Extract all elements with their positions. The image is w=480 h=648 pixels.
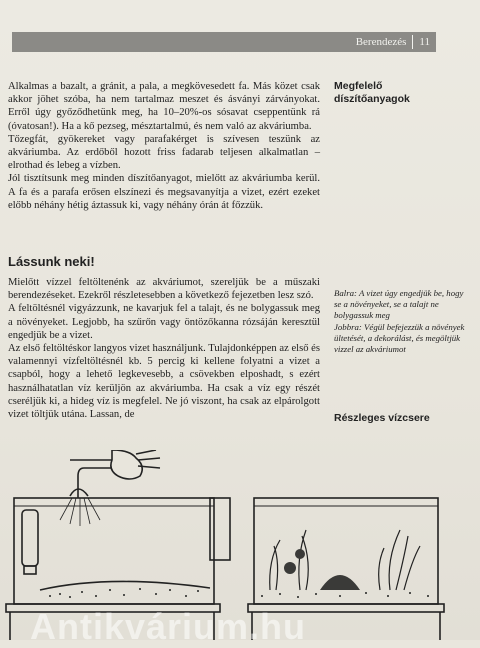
rock-right xyxy=(284,549,360,590)
section-subheading: Lássunk neki! xyxy=(8,254,95,269)
running-header xyxy=(12,32,436,52)
paragraph: Az első feltöltéskor langyos vizet használjunk. Tulajdonképpen az első és valamennyi vízfeltöltésnél kb. 5 percig ki kellene folyatni a vizet a csapból, hogy a lehető legkevesebb, a csövekben elposhadt, s ezért használhatatlan víz kerüljön az akváriumba. Ha csak a víz egy részét cseréljük ki, a hideg víz is megfelel. Ne jó viszont, ha csak az elpárolgott vizet töltjük utána. Lassan, de xyxy=(8,343,320,421)
paragraph: Mielőtt vízzel feltöltenénk az akváriumot, szereljük be a műszaki berendezéseket. Ezekről részletesebben a következő fejezetben lesz szó. xyxy=(8,277,320,302)
caption-left: Balra: A vizet úgy engedjük be, hogy se a növényeket, se a talajt ne bolygassuk meg xyxy=(334,288,464,321)
main-text-top xyxy=(8,80,320,212)
caption-right: Jobbra: Végül befejezzük a növények ültetését, a dekorálást, és megöltjük vizzel az akváriumot xyxy=(334,322,465,355)
paragraph: A feltöltésnél vigyázzunk, ne kavarjuk fel a talajt, és ne bolygassuk meg a növényeket. Legjobb, ha szűrőn vagy öntözőkanna rózsáján keresztül engedjük be a vizet. xyxy=(8,303,320,341)
gravel-left xyxy=(49,588,199,598)
paragraph: Alkalmas a bazalt, a gránit, a pala, a megkövesedett fa. Más közet csak akkor jöhet szóba, ha nem tartalmaz meszet és ásványi zárványokat. Erről úgy győződhetünk meg, ha 10–20%-os sósavat cseppentünk rá (óvatosan!). Ha a kő pezseg, mésztartalmú, és nem való az akváriumba. xyxy=(8,81,320,132)
watermark: Antikvárium.hu xyxy=(30,606,307,647)
water-spray xyxy=(60,498,100,526)
main-text-bottom xyxy=(8,276,320,421)
header-section-title: Berendezés xyxy=(355,36,407,48)
paragraph: Tőzegfát, gyökereket vagy parafakérget is szívesen teszünk az akváriumba. Az erdőből hozott friss fadarab teljesen alkalmatlan – elrothad és lebeg a vízben. xyxy=(8,133,320,172)
page-number: 11 xyxy=(419,36,430,48)
sidebar-heading-decorations: Megfelelő díszítőanyagok xyxy=(334,80,410,105)
gravel-right xyxy=(261,592,429,598)
sidebar-heading-water-change: Részleges vízcsere xyxy=(334,412,430,424)
paragraph: Jól tisztítsunk meg minden díszítőanyagot, mielőtt az akváriumba kerül. A fa és a parafa erősen elszínezi és megsavanyítja a vizet, ezért ezeket előbb néhány hétig áztassuk ki, vagy néhány órán át főzzük. xyxy=(8,173,320,211)
